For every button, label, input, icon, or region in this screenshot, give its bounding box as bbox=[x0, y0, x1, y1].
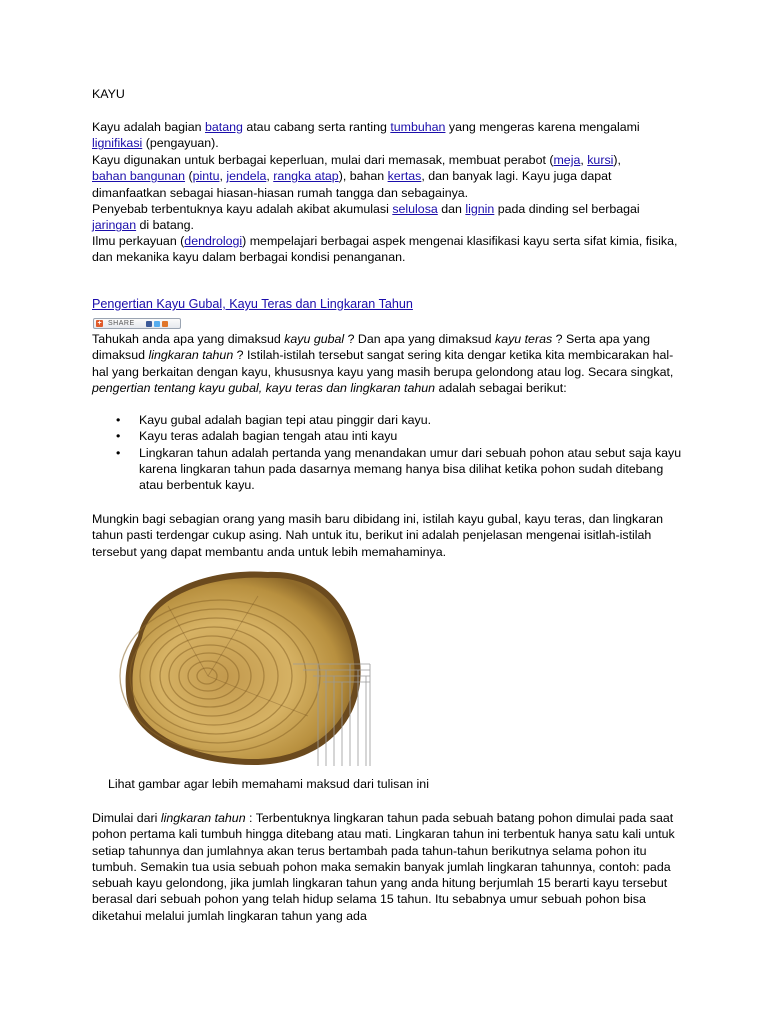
text: pada dinding sel berbagai bbox=[494, 202, 640, 216]
text: ? Serta apa yang dimaksud bbox=[92, 332, 650, 363]
plus-icon: + bbox=[97, 320, 102, 327]
link-kursi[interactable]: kursi bbox=[587, 153, 614, 167]
text: dan bbox=[437, 202, 466, 216]
list-item bbox=[92, 445, 682, 494]
wood-face bbox=[133, 578, 355, 759]
share-button[interactable] bbox=[93, 318, 181, 329]
share-label: SHARE bbox=[108, 320, 135, 327]
link-selulosa[interactable]: selulosa bbox=[392, 202, 438, 216]
text: , bbox=[580, 153, 588, 167]
term-pengertian: pengertian tentang kayu gubal, kayu teras dan lingkaran tahun bbox=[92, 380, 436, 395]
text: yang mengeras karena mengalami bbox=[445, 120, 640, 134]
list-item bbox=[92, 412, 682, 428]
link-dendrologi[interactable]: dendrologi bbox=[184, 234, 243, 248]
text: ), bbox=[613, 153, 621, 167]
text: ? Istilah-istilah tersebut sangat sering kita dengar ketika kita membicarakan hal-hal yang berkaitan dengan kayu, khususnya kayu yang masih berupa gelondong atau log. Secara singkat, bbox=[92, 348, 674, 379]
text: , dan banyak lagi. Kayu juga dapat dimanfaatkan sebagai hiasan-hiasan rumah tangga dan sebagainya. bbox=[92, 169, 612, 200]
bullet-icon: • bbox=[116, 413, 121, 427]
link-jendela[interactable]: jendela bbox=[226, 169, 267, 184]
intro-paragraph-2 bbox=[92, 152, 682, 201]
text: Kayu digunakan untuk berbagai keperluan, mulai dari memasak, membuat perabot ( bbox=[92, 153, 554, 167]
question-paragraph bbox=[92, 331, 682, 396]
section-title-link[interactable]: Pengertian Kayu Gubal, Kayu Teras dan Lingkaran Tahun bbox=[92, 297, 413, 311]
list-item bbox=[92, 428, 682, 444]
text: Dimulai dari bbox=[92, 811, 161, 825]
link-tumbuhan[interactable]: tumbuhan bbox=[390, 120, 446, 134]
text: Penyebab terbentuknya kayu adalah akibat akumulasi bbox=[92, 202, 393, 216]
list-item-text: Lingkaran tahun adalah pertanda yang menandakan umur dari sebuah pohon atau sebut saja kayu karena lingkaran tahun pada dasarnya memang hanya bisa dilihat ketika pohon sudah ditebang atau berbentuk kayu. bbox=[139, 445, 682, 493]
term-kayu-teras: kayu teras bbox=[495, 332, 553, 346]
intro-paragraph-1 bbox=[92, 119, 682, 152]
link-batang[interactable]: batang bbox=[205, 120, 243, 134]
text: adalah sebagai berikut: bbox=[435, 380, 567, 395]
text: , bbox=[219, 169, 227, 184]
intro-paragraph-4 bbox=[92, 233, 682, 266]
text: ? Dan apa yang dimaksud bbox=[344, 332, 495, 346]
facebook-icon bbox=[146, 321, 152, 327]
text: ( bbox=[185, 169, 193, 184]
email-icon bbox=[162, 321, 168, 327]
link-meja[interactable]: meja bbox=[553, 153, 581, 167]
text: ), bahan bbox=[338, 169, 388, 184]
text: ) mempelajari berbagai aspek mengenai klasifikasi kayu serta sifat kimia, fisika, dan mekanika kayu dalam berbagai kondisi penanganan. bbox=[92, 234, 678, 265]
text: (pengayuan). bbox=[142, 136, 219, 151]
explanation-paragraph: Mungkin bagi sebagian orang yang masih baru dibidang ini, istilah kayu gubal, kayu teras, dan lingkaran tahun pasti terdengar cukup asing. Nah untuk itu, berikut ini adalah penjelasan mengenai isitlah-istilah tersebut yang dapat membantu anda untuk lebih memahaminya. bbox=[92, 512, 664, 559]
text: Kayu adalah bagian bbox=[92, 120, 205, 134]
bullet-icon: • bbox=[116, 429, 121, 444]
link-jaringan[interactable]: jaringan bbox=[92, 218, 137, 233]
term-kayu-gubal: kayu gubal bbox=[284, 332, 345, 346]
definition-list bbox=[92, 412, 682, 493]
text: di batang. bbox=[136, 218, 194, 233]
link-pintu[interactable]: pintu bbox=[192, 169, 220, 184]
text: atau cabang serta ranting bbox=[242, 120, 391, 134]
link-rangka-atap[interactable]: rangka atap bbox=[273, 169, 339, 184]
link-lignifikasi[interactable]: lignifikasi bbox=[92, 136, 143, 151]
term-lingkaran-tahun: lingkaran tahun bbox=[148, 348, 234, 363]
text: Tahukah anda apa yang dimaksud bbox=[92, 332, 285, 346]
final-paragraph bbox=[92, 810, 682, 924]
text: Ilmu perkayuan ( bbox=[92, 234, 185, 248]
list-item-text: Kayu gubal adalah bagian tepi atau pinggir dari kayu. bbox=[139, 413, 432, 427]
link-bahan-bangunan[interactable]: bahan bangunan bbox=[92, 169, 186, 184]
intro-paragraph-3 bbox=[92, 201, 682, 234]
wood-cross-section-image bbox=[108, 566, 478, 770]
page-heading: KAYU bbox=[92, 87, 125, 101]
text: : Terbentuknya lingkaran tahun pada sebuah batang pohon dimulai pada saat pohon pertama kali tumbuh hingga ditebang atau mati. Lingkaran tahun ini terbentuk hanya satu kali untuk setiap tahunnya dan jumlahnya akan terus bertambah pada tahun-tahun berikutnya selama pohon itu tumbuh. Semakin tua usia sebuah pohon maka semakin banyak jumlah lingkaran tahunnya, contoh: pada sebuah kayu gelondong, jika jumlah lingkaran tahun yang anda hitung berjumlah 15 berarti kayu tersebut berasal dari sebuah pohon yang telah hidup selama 15 tahun. Itu sebabnya umur sebuah pohon bisa diketahui melalui jumlah lingkaran tahun yang ada bbox=[92, 811, 675, 923]
link-lignin[interactable]: lignin bbox=[465, 202, 495, 216]
image-caption: Lihat gambar agar lebih memahami maksud dari tulisan ini bbox=[108, 777, 429, 791]
text: , bbox=[266, 169, 274, 184]
bullet-icon: • bbox=[116, 445, 121, 460]
link-kertas[interactable]: kertas bbox=[387, 169, 422, 184]
twitter-icon bbox=[154, 321, 160, 327]
list-item-text: Kayu teras adalah bagian tengah atau inti kayu bbox=[139, 429, 398, 444]
term-lingkaran-tahun: lingkaran tahun bbox=[160, 811, 246, 825]
